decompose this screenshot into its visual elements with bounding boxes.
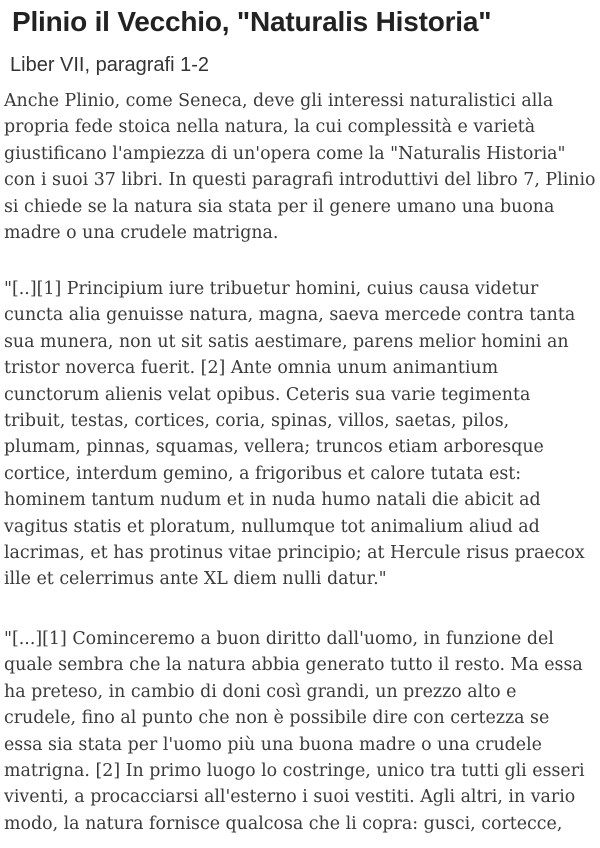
text-line: ha preteso, in cambio di doni così grandi, un prezzo alto e [4, 681, 517, 702]
italian-translation-paragraph [4, 626, 594, 837]
text-line: propria fede stoica nella natura, la cui complessità e varietà [4, 117, 536, 138]
text-line: con i suoi 37 libri. In questi paragrafi introduttivi del libro 7, Plinio [4, 170, 596, 191]
text-line: si chiede se la natura sia stata per il genere umano una buona [4, 196, 555, 217]
intro-paragraph [4, 88, 594, 246]
text-line: ille et celerrimus ante XL diem nulli datur." [4, 569, 387, 590]
text-line: sua munera, non ut sit satis aestimare, parens melior homini an [4, 331, 569, 352]
text-line: plumam, pinnas, squamas, vellera; truncos etiam arboresque [4, 437, 544, 458]
text-line: lacrimas, et has protinus vitae principio; at Hercule risus praecox [4, 543, 585, 564]
text-line: "[...][1] Cominceremo a buon diritto dall'uomo, in funzione del [4, 629, 554, 649]
text-line: essa sia stata per l'uomo più una buona madre o una crudele [4, 734, 542, 755]
latin-quote-paragraph [4, 276, 594, 593]
text-line: viventi, a procacciarsi all'esterno i suoi vestiti. Agli altri, in vario [4, 787, 576, 808]
text-line: madre o una crudele matrigna. [4, 223, 279, 244]
text-line: cuncta alia genuisse natura, magna, saeva mercede contra tanta [4, 305, 576, 326]
text-line: hominem tantum nudum et in nuda humo natali die abicit ad [4, 490, 541, 511]
text-line: vagitus statis et ploratum, nullumque tot animalium aliud ad [4, 516, 540, 537]
text-line: tribuit, testas, cortices, coria, spinas, villos, saetas, pilos, [4, 411, 510, 432]
text-line: Anche Plinio, come Seneca, deve gli interessi naturalistici alla [4, 91, 554, 111]
text-line: modo, la natura fornisce qualcosa che li copra: gusci, cortecce, [4, 813, 563, 834]
page-title: Plinio il Vecchio, "Naturalis Historia" [12, 6, 492, 37]
text-line: cunctorum alienis velat opibus. Ceteris sua varie tegimenta [4, 384, 531, 405]
text-line: cortice, interdum gemino, a frigoribus et calore tutata est: [4, 463, 522, 484]
text-line: crudele, fino al punto che non è possibile dire con certezza se [4, 708, 550, 729]
text-line: quale sembra che la natura abbia generato tutto il resto. Ma essa [4, 655, 583, 676]
text-line: matrigna. [2] In primo luogo lo costringe, unico tra tutti gli esseri [4, 761, 585, 782]
text-line: giustificano l'ampiezza di un'opera come la "Naturalis Historia" [4, 143, 566, 164]
page-subtitle: Liber VII, paragrafi 1-2 [10, 54, 209, 76]
text-line: tristor noverca fuerit. [2] Ante omnia unum animantium [4, 358, 499, 379]
text-line: "[..][1] Principium iure tribuetur homini, cuius causa videtur [4, 279, 539, 299]
